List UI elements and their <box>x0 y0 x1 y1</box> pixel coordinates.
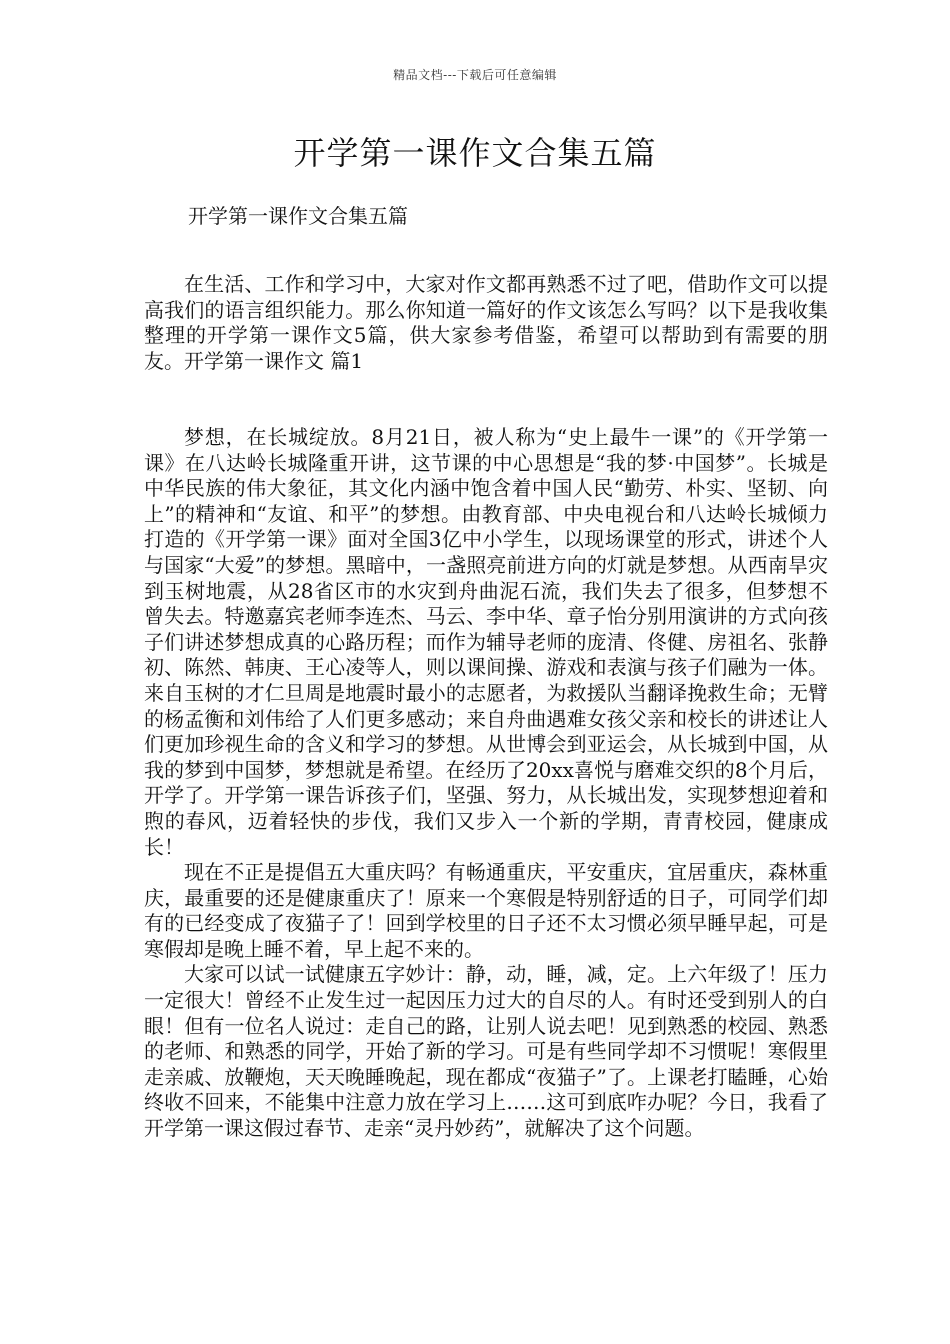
document-subtitle: 开学第一课作文合集五篇 <box>188 204 408 228</box>
document-title: 开学第一课作文合集五篇 <box>293 134 657 172</box>
paragraph-dream: 梦想，在长城绽放。8月21日，被人称为“史上最牛一课”的《开学第一课》在八达岭长城隆重开讲，这节课的中心思想是“我的梦·中国梦”。长城是中华民族的伟大象征，其文化内涵中饱含着中国人民“勤劳、朴实、坚韧、向上”的精神和“友谊、和平”的梦想。由教育部、中央电视台和八达岭长城倾力打造的《开学第一课》面对全国3亿中小学生，以现场课堂的形式，讲述个人与国家“大爱”的梦想。黑暗中，一盏照亮前进方向的灯就是梦想。从西南旱灾到玉树地震，从28省区市的水灾到舟曲泥石流，我们失去了很多，但梦想不曾失去。特邀嘉宾老师李连杰、马云、李中华、章子怡分别用演讲的方式向孩子们讲述梦想成真的心路历程；而作为辅导老师的庞清、佟健、房祖名、张静初、陈然、韩庚、王心凌等人，则以课间操、游戏和表演与孩子们融为一体。来自玉树的才仁旦周是地震时最小的志愿者，为救援队当翻译挽救生命；无臂的杨孟衡和刘伟给了人们更多感动；来自舟曲遇难女孩父亲和校长的讲述让人们更加珍视生命的含义和学习的梦想。从世博会到亚运会，从长城到中国，从我的梦到中国梦，梦想就是希望。在经历了20xx喜悦与磨难交织的8个月后，开学了。开学第一课告诉孩子们，坚强、努力，从长城出发，实现梦想迎着和煦的春风，迈着轻快的步伐，我们又步入一个新的学期，青青校园，健康成长！ <box>144 425 828 859</box>
paragraph-chongqing: 现在不正是提倡五大重庆吗？有畅通重庆，平安重庆，宜居重庆，森林重庆，最重要的还是健康重庆了！原来一个寒假是特别舒适的日子，可同学们却有的已经变成了夜猫子了！回到学校里的日子还不太习惯必须早睡早起，可是寒假却是晚上睡不着，早上起不来的。 <box>144 860 828 961</box>
paragraph-intro: 在生活、工作和学习中，大家对作文都再熟悉不过了吧，借助作文可以提高我们的语言组织能力。那么你知道一篇好的作文该怎么写吗？以下是我收集整理的开学第一课作文5篇，供大家参考借鉴，希望可以帮助到有需要的朋友。开学第一课作文 篇1 <box>144 272 828 373</box>
body-section <box>144 425 828 1142</box>
paragraph-health-tips: 大家可以试一试健康五字妙计：静，动，睡，减，定。上六年级了！压力一定很大！曾经不止发生过一起因压力过大的自尽的人。有时还受到别人的白眼！但有一位名人说过：走自己的路，让别人说去吧！见到熟悉的校园、熟悉的老师、和熟悉的同学，开始了新的学习。可是有些同学却不习惯呢！寒假里走亲戚、放鞭炮，天天晚睡晚起，现在都成“夜猫子”了。上课老打瞌睡，心始终收不回来，不能集中注意力放在学习上……这可到底咋办呢？今日，我看了开学第一课这假过春节、走亲“灵丹妙药”，就解决了这个问题。 <box>144 962 828 1141</box>
header-note: 精品文档---下载后可任意编辑 <box>393 68 557 82</box>
